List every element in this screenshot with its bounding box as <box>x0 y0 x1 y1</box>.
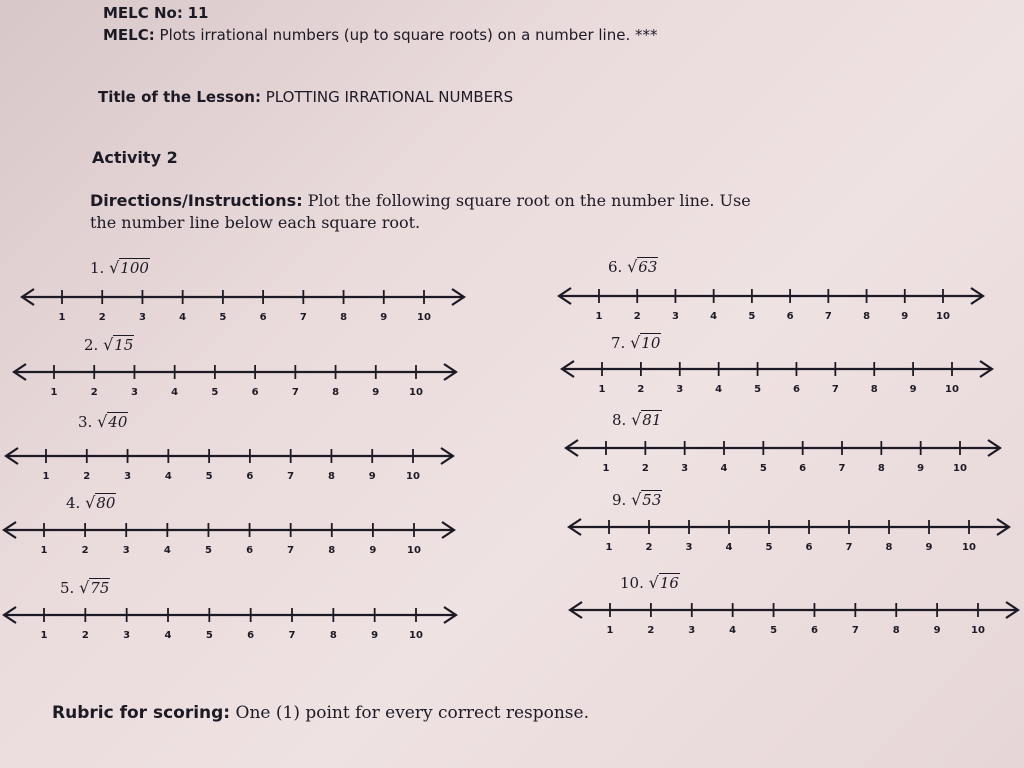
square-root-expression: √63 <box>627 257 658 276</box>
tick-label: 6 <box>799 463 807 474</box>
tick-label: 7 <box>824 311 832 322</box>
tick-label: 4 <box>163 545 171 556</box>
tick-label: 5 <box>759 463 767 474</box>
tick-label: 4 <box>725 542 733 553</box>
tick-label: 5 <box>205 630 213 641</box>
item-5-label: 5. √75 <box>60 578 110 597</box>
tick-label: 9 <box>368 471 376 482</box>
tick-label: 4 <box>171 387 179 398</box>
number-line-3[interactable] <box>2 444 457 484</box>
tick-label: 7 <box>291 387 299 398</box>
tick-label: 9 <box>372 387 380 398</box>
square-root-expression: √10 <box>630 333 661 352</box>
tick-label: 7 <box>851 625 859 636</box>
tick-label: 3 <box>676 384 684 395</box>
rubric: Rubric for scoring: One (1) point for every correct response. <box>52 703 589 723</box>
tick-label: 5 <box>765 542 773 553</box>
tick-label: 3 <box>688 625 696 636</box>
tick-label: 5 <box>754 384 762 395</box>
tick-label: 4 <box>164 630 172 641</box>
number-line-1[interactable] <box>18 285 468 325</box>
tick-label: 1 <box>605 542 613 553</box>
tick-label: 9 <box>933 625 941 636</box>
square-root-expression: √75 <box>79 578 110 597</box>
tick-label: 5 <box>205 471 213 482</box>
square-root-expression: √40 <box>97 412 128 431</box>
tick-label: 2 <box>81 545 89 556</box>
tick-label: 7 <box>287 545 295 556</box>
tick-label: 4 <box>164 471 172 482</box>
tick-label: 5 <box>204 545 212 556</box>
tick-label: 7 <box>838 463 846 474</box>
number-line-9[interactable] <box>565 515 1013 555</box>
tick-label: 3 <box>124 471 132 482</box>
number-line-2[interactable] <box>10 360 460 400</box>
number-line-4[interactable] <box>0 518 458 558</box>
tick-label: 4 <box>710 311 718 322</box>
tick-label: 8 <box>332 387 340 398</box>
item-2-label: 2. √15 <box>84 335 134 354</box>
item-8-label: 8. √81 <box>612 410 662 429</box>
tick-label: 2 <box>647 625 655 636</box>
tick-label: 3 <box>138 312 146 323</box>
tick-label: 5 <box>770 625 778 636</box>
tick-label: 4 <box>179 312 187 323</box>
tick-label: 8 <box>863 311 871 322</box>
tick-label: 3 <box>122 545 130 556</box>
tick-label: 8 <box>340 312 348 323</box>
tick-label: 10 <box>409 387 423 398</box>
tick-label: 1 <box>42 471 50 482</box>
tick-label: 6 <box>805 542 813 553</box>
directions: Directions/Instructions: Plot the following square root on the number line. Use the number line below each square root. <box>90 191 751 232</box>
tick-label: 8 <box>329 630 337 641</box>
tick-label: 5 <box>211 387 219 398</box>
number-line-6[interactable] <box>555 284 987 324</box>
tick-label: 2 <box>637 384 645 395</box>
square-root-expression: √53 <box>631 490 662 509</box>
item-1-label: 1. √100 <box>90 258 149 277</box>
tick-label: 8 <box>327 471 335 482</box>
tick-label: 1 <box>40 630 48 641</box>
item-4-label: 4. √80 <box>66 493 116 512</box>
item-9-label: 9. √53 <box>612 490 662 509</box>
square-root-expression: √80 <box>85 493 116 512</box>
tick-label: 8 <box>877 463 885 474</box>
tick-label: 1 <box>58 312 66 323</box>
item-7-label: 7. √10 <box>611 333 661 352</box>
tick-label: 7 <box>831 384 839 395</box>
tick-label: 10 <box>971 625 985 636</box>
tick-label: 2 <box>90 387 98 398</box>
tick-label: 9 <box>371 630 379 641</box>
tick-label: 9 <box>917 463 925 474</box>
tick-label: 1 <box>606 625 614 636</box>
tick-label: 10 <box>417 312 431 323</box>
tick-label: 9 <box>380 312 388 323</box>
tick-label: 10 <box>409 630 423 641</box>
tick-label: 9 <box>369 545 377 556</box>
tick-label: 2 <box>83 471 91 482</box>
tick-label: 6 <box>251 387 259 398</box>
tick-label: 6 <box>246 545 254 556</box>
tick-label: 4 <box>729 625 737 636</box>
number-line-8[interactable] <box>562 436 1004 476</box>
tick-label: 9 <box>901 311 909 322</box>
tick-label: 2 <box>645 542 653 553</box>
tick-label: 8 <box>870 384 878 395</box>
tick-label: 1 <box>602 463 610 474</box>
tick-label: 6 <box>786 311 794 322</box>
activity-title: Activity 2 <box>92 148 178 167</box>
square-root-expression: √100 <box>109 258 149 277</box>
item-3-label: 3. √40 <box>78 412 128 431</box>
melc-statement: MELC: Plots irrational numbers (up to square roots) on a number line. *** <box>103 26 658 44</box>
tick-label: 6 <box>810 625 818 636</box>
tick-label: 10 <box>945 384 959 395</box>
tick-label: 3 <box>671 311 679 322</box>
tick-label: 1 <box>598 384 606 395</box>
tick-label: 9 <box>925 542 933 553</box>
melc-number: MELC No: 11 <box>103 4 209 22</box>
square-root-expression: √16 <box>648 573 679 592</box>
tick-label: 2 <box>641 463 649 474</box>
tick-label: 1 <box>50 387 58 398</box>
square-root-expression: √15 <box>103 335 134 354</box>
tick-label: 8 <box>885 542 893 553</box>
tick-label: 7 <box>299 312 307 323</box>
tick-label: 5 <box>748 311 756 322</box>
tick-label: 10 <box>936 311 950 322</box>
item-10-label: 10. √16 <box>620 573 679 592</box>
square-root-expression: √81 <box>631 410 662 429</box>
tick-label: 4 <box>720 463 728 474</box>
tick-label: 6 <box>792 384 800 395</box>
tick-label: 2 <box>81 630 89 641</box>
tick-label: 6 <box>246 471 254 482</box>
tick-label: 10 <box>962 542 976 553</box>
tick-label: 5 <box>219 312 227 323</box>
tick-label: 2 <box>98 312 106 323</box>
tick-label: 10 <box>407 545 421 556</box>
item-6-label: 6. √63 <box>608 257 658 276</box>
tick-label: 1 <box>40 545 48 556</box>
number-line-10[interactable] <box>566 598 1022 638</box>
tick-label: 7 <box>287 471 295 482</box>
tick-label: 3 <box>681 463 689 474</box>
tick-label: 3 <box>685 542 693 553</box>
tick-label: 9 <box>909 384 917 395</box>
tick-label: 7 <box>288 630 296 641</box>
tick-label: 6 <box>247 630 255 641</box>
tick-label: 8 <box>328 545 336 556</box>
number-line-7[interactable] <box>558 357 996 397</box>
tick-label: 3 <box>130 387 138 398</box>
tick-label: 4 <box>715 384 723 395</box>
tick-label: 6 <box>259 312 267 323</box>
tick-label: 8 <box>892 625 900 636</box>
tick-label: 2 <box>633 311 641 322</box>
lesson-title: Title of the Lesson: PLOTTING IRRATIONAL NUMBERS <box>98 88 514 106</box>
tick-label: 3 <box>123 630 131 641</box>
number-line-5[interactable] <box>0 603 460 643</box>
tick-label: 7 <box>845 542 853 553</box>
tick-label: 1 <box>595 311 603 322</box>
tick-label: 10 <box>953 463 967 474</box>
tick-label: 10 <box>406 471 420 482</box>
